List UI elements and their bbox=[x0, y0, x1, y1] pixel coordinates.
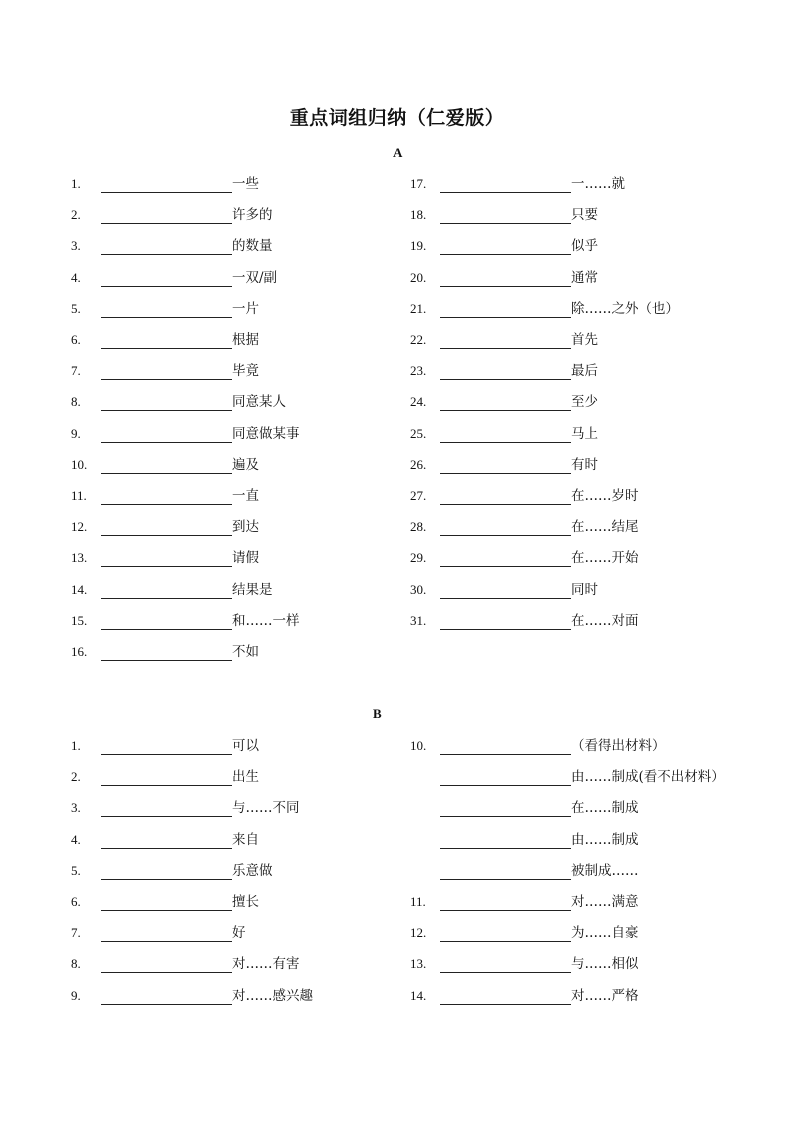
phrase-meaning: 与……不同 bbox=[232, 800, 300, 817]
list-item bbox=[410, 173, 625, 193]
item-number: 5. bbox=[71, 300, 81, 316]
list-item bbox=[71, 641, 259, 661]
phrase-meaning: 只要 bbox=[571, 207, 598, 224]
answer-blank[interactable] bbox=[101, 988, 232, 1005]
list-item bbox=[71, 547, 259, 567]
phrase-meaning: 有时 bbox=[571, 456, 598, 473]
list-item bbox=[71, 360, 259, 380]
phrase-meaning: 在……开始 bbox=[571, 550, 639, 567]
list-item bbox=[410, 766, 725, 786]
phrase-meaning: 通常 bbox=[571, 269, 598, 286]
phrase-meaning: 出生 bbox=[232, 769, 259, 786]
item-number: 16. bbox=[71, 644, 88, 659]
phrase-meaning: 被制成…… bbox=[571, 862, 639, 879]
phrase-meaning: 似乎 bbox=[571, 238, 598, 255]
list-item bbox=[410, 485, 639, 505]
list-item bbox=[71, 391, 286, 411]
answer-blank[interactable] bbox=[440, 332, 571, 349]
list-item bbox=[71, 797, 300, 817]
answer-blank[interactable] bbox=[440, 800, 571, 817]
list-item bbox=[410, 267, 598, 287]
item-number: 18. bbox=[410, 207, 427, 223]
answer-blank[interactable] bbox=[440, 956, 571, 973]
phrase-meaning: 在……对面 bbox=[571, 612, 639, 629]
item-number: 11. bbox=[410, 894, 426, 909]
item-number: 10. bbox=[410, 738, 427, 753]
item-number: 3. bbox=[71, 800, 81, 816]
list-item bbox=[410, 860, 639, 880]
list-item bbox=[71, 267, 277, 287]
item-number: 4. bbox=[71, 831, 81, 847]
item-number: 27. bbox=[410, 488, 427, 503]
answer-blank[interactable] bbox=[101, 613, 232, 630]
phrase-meaning: 不如 bbox=[232, 644, 259, 660]
item-number: 28. bbox=[410, 519, 427, 535]
phrase-meaning: 同意某人 bbox=[232, 394, 286, 411]
item-number: 13. bbox=[71, 550, 88, 566]
answer-blank[interactable] bbox=[101, 550, 232, 567]
list-item bbox=[71, 204, 273, 224]
answer-blank[interactable] bbox=[440, 238, 571, 255]
list-item bbox=[410, 204, 598, 224]
list-item bbox=[71, 298, 259, 318]
phrase-meaning: 乐意做 bbox=[232, 862, 273, 879]
item-number: 25. bbox=[410, 425, 427, 441]
list-item bbox=[71, 579, 273, 599]
answer-blank[interactable] bbox=[101, 769, 232, 786]
item-number: 4. bbox=[71, 269, 81, 285]
answer-blank[interactable] bbox=[440, 832, 571, 849]
answer-blank[interactable] bbox=[101, 800, 232, 817]
answer-blank[interactable] bbox=[101, 488, 232, 505]
answer-blank[interactable] bbox=[440, 519, 571, 536]
phrase-meaning: 一些 bbox=[232, 176, 259, 192]
answer-blank[interactable] bbox=[101, 894, 232, 911]
answer-blank[interactable] bbox=[440, 176, 571, 193]
item-number: 2. bbox=[71, 769, 81, 785]
answer-blank[interactable] bbox=[101, 176, 232, 193]
phrase-meaning: 一双/副 bbox=[232, 269, 278, 286]
item-number: 8. bbox=[71, 394, 81, 410]
answer-blank[interactable] bbox=[101, 863, 232, 880]
phrase-meaning: 在……结尾 bbox=[571, 519, 639, 536]
answer-blank[interactable] bbox=[440, 363, 571, 380]
answer-blank[interactable] bbox=[440, 769, 571, 786]
list-item bbox=[71, 516, 259, 536]
phrase-meaning: 对……有害 bbox=[232, 956, 300, 973]
phrase-meaning: 除……之外（也） bbox=[571, 300, 679, 317]
phrase-meaning: 首先 bbox=[571, 332, 598, 348]
item-number: 29. bbox=[410, 550, 427, 566]
answer-blank[interactable] bbox=[440, 863, 571, 880]
item-number: 24. bbox=[410, 394, 427, 410]
item-number: 1. bbox=[71, 738, 81, 753]
list-item bbox=[71, 922, 246, 942]
item-number: 14. bbox=[71, 581, 88, 597]
phrase-meaning: 最后 bbox=[571, 363, 598, 380]
item-number: 9. bbox=[71, 425, 81, 441]
answer-blank[interactable] bbox=[101, 956, 232, 973]
item-number: 10. bbox=[71, 456, 88, 472]
answer-blank[interactable] bbox=[440, 738, 571, 755]
phrase-meaning: 在……岁时 bbox=[571, 488, 639, 504]
list-item bbox=[71, 235, 273, 255]
item-number: 22. bbox=[410, 332, 427, 347]
item-number: 31. bbox=[410, 612, 427, 628]
item-number: 12. bbox=[410, 925, 427, 941]
phrase-meaning: 对……感兴趣 bbox=[232, 987, 313, 1004]
list-item bbox=[410, 391, 598, 411]
answer-blank[interactable] bbox=[440, 550, 571, 567]
answer-blank[interactable] bbox=[440, 894, 571, 911]
item-number: 11. bbox=[71, 488, 87, 503]
item-number: 7. bbox=[71, 925, 81, 941]
phrase-meaning: 马上 bbox=[571, 425, 598, 442]
list-item bbox=[410, 516, 639, 536]
phrase-meaning: 由……制成 bbox=[571, 831, 639, 848]
list-item bbox=[410, 829, 639, 849]
answer-blank[interactable] bbox=[440, 925, 571, 942]
item-number: 23. bbox=[410, 363, 427, 379]
phrase-meaning: 一片 bbox=[232, 300, 259, 317]
answer-blank[interactable] bbox=[101, 301, 232, 318]
item-number: 19. bbox=[410, 238, 427, 254]
answer-blank[interactable] bbox=[101, 363, 232, 380]
answer-blank[interactable] bbox=[440, 457, 571, 474]
item-number: 8. bbox=[71, 956, 81, 972]
phrase-meaning: 好 bbox=[232, 925, 246, 942]
item-number: 15. bbox=[71, 612, 88, 628]
item-number bbox=[410, 848, 440, 849]
phrase-meaning: 为……自豪 bbox=[571, 925, 639, 942]
list-item bbox=[71, 454, 259, 474]
phrase-meaning: 一……就 bbox=[571, 176, 625, 192]
phrase-meaning: 毕竟 bbox=[232, 363, 259, 380]
answer-blank[interactable] bbox=[440, 582, 571, 599]
list-item bbox=[410, 579, 598, 599]
item-number: 14. bbox=[410, 987, 427, 1003]
item-number: 17. bbox=[410, 176, 427, 191]
list-item bbox=[71, 173, 259, 193]
answer-blank[interactable] bbox=[101, 394, 232, 411]
list-item bbox=[410, 423, 598, 443]
phrase-meaning: 请假 bbox=[232, 550, 259, 567]
answer-blank[interactable] bbox=[101, 426, 232, 443]
section-a-heading: A bbox=[393, 145, 403, 160]
item-number: 6. bbox=[71, 332, 81, 347]
item-number: 20. bbox=[410, 269, 427, 285]
answer-blank[interactable] bbox=[101, 644, 232, 661]
phrase-meaning: 由……制成(看不出材料） bbox=[571, 769, 725, 786]
list-item bbox=[410, 735, 666, 755]
list-item bbox=[71, 485, 259, 505]
phrase-meaning: 同时 bbox=[571, 581, 598, 598]
list-item bbox=[410, 891, 639, 911]
answer-blank[interactable] bbox=[101, 332, 232, 349]
answer-blank[interactable] bbox=[101, 519, 232, 536]
list-item bbox=[410, 360, 598, 380]
list-item bbox=[410, 797, 639, 817]
answer-blank[interactable] bbox=[101, 270, 232, 287]
phrase-meaning: 根据 bbox=[232, 332, 259, 348]
phrase-meaning: （看得出材料） bbox=[571, 738, 666, 754]
list-item bbox=[410, 953, 639, 973]
answer-blank[interactable] bbox=[440, 394, 571, 411]
phrase-meaning: 与……相似 bbox=[571, 956, 639, 973]
phrase-meaning: 对……满意 bbox=[571, 894, 639, 910]
phrase-meaning: 在……制成 bbox=[571, 800, 639, 817]
list-item bbox=[410, 235, 598, 255]
answer-blank[interactable] bbox=[101, 738, 232, 755]
list-item bbox=[71, 829, 259, 849]
page-title: 重点词组归纳（仁爱版） bbox=[289, 107, 505, 129]
list-item bbox=[71, 985, 313, 1005]
answer-blank[interactable] bbox=[440, 488, 571, 505]
item-number: 9. bbox=[71, 987, 81, 1003]
phrase-meaning: 可以 bbox=[232, 738, 259, 754]
list-item bbox=[410, 922, 639, 942]
answer-blank[interactable] bbox=[440, 613, 571, 630]
answer-blank[interactable] bbox=[440, 207, 571, 224]
item-number: 13. bbox=[410, 956, 427, 972]
item-number bbox=[410, 816, 440, 817]
list-item bbox=[71, 953, 300, 973]
list-item bbox=[410, 298, 679, 318]
answer-blank[interactable] bbox=[101, 832, 232, 849]
item-number: 1. bbox=[71, 176, 81, 191]
phrase-meaning: 的数量 bbox=[232, 238, 273, 255]
list-item bbox=[410, 329, 598, 349]
phrase-meaning: 来自 bbox=[232, 831, 259, 848]
item-number: 6. bbox=[71, 894, 81, 909]
phrase-meaning: 和……一样 bbox=[232, 612, 300, 629]
phrase-meaning: 至少 bbox=[571, 394, 598, 411]
item-number: 5. bbox=[71, 862, 81, 878]
phrase-meaning: 擅长 bbox=[232, 894, 259, 910]
section-b-heading: B bbox=[373, 706, 382, 721]
list-item bbox=[71, 860, 273, 880]
phrase-meaning: 一直 bbox=[232, 488, 259, 504]
list-item bbox=[71, 891, 259, 911]
answer-blank[interactable] bbox=[440, 426, 571, 443]
list-item bbox=[410, 547, 639, 567]
list-item bbox=[71, 766, 259, 786]
answer-blank[interactable] bbox=[440, 301, 571, 318]
item-number: 26. bbox=[410, 456, 427, 472]
item-number: 21. bbox=[410, 300, 427, 316]
list-item bbox=[71, 735, 259, 755]
phrase-meaning: 许多的 bbox=[232, 207, 273, 224]
phrase-meaning: 同意做某事 bbox=[232, 425, 300, 442]
list-item bbox=[410, 454, 598, 474]
list-item bbox=[71, 423, 300, 443]
item-number: 7. bbox=[71, 363, 81, 379]
item-number bbox=[410, 879, 440, 880]
list-item bbox=[410, 610, 639, 630]
answer-blank[interactable] bbox=[440, 270, 571, 287]
item-number: 2. bbox=[71, 207, 81, 223]
list-item bbox=[410, 985, 639, 1005]
answer-blank[interactable] bbox=[101, 925, 232, 942]
item-number bbox=[410, 785, 440, 786]
answer-blank[interactable] bbox=[101, 582, 232, 599]
list-item bbox=[71, 329, 259, 349]
phrase-meaning: 遍及 bbox=[232, 456, 259, 473]
answer-blank[interactable] bbox=[101, 457, 232, 474]
item-number: 3. bbox=[71, 238, 81, 254]
answer-blank[interactable] bbox=[101, 207, 232, 224]
phrase-meaning: 对……严格 bbox=[571, 987, 639, 1004]
phrase-meaning: 到达 bbox=[232, 519, 259, 536]
answer-blank[interactable] bbox=[440, 988, 571, 1005]
list-item bbox=[71, 610, 300, 630]
item-number: 12. bbox=[71, 519, 88, 535]
item-number: 30. bbox=[410, 581, 427, 597]
phrase-meaning: 结果是 bbox=[232, 581, 273, 598]
answer-blank[interactable] bbox=[101, 238, 232, 255]
